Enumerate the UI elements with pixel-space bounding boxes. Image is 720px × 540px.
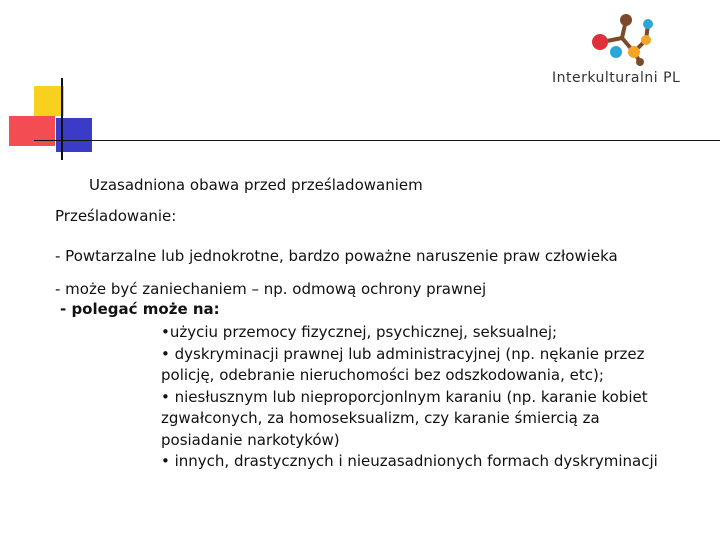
logo-text: Interkulturalni PL (552, 70, 681, 86)
persecution-label: Prześladowanie: (55, 207, 177, 225)
decor-yellow-square (34, 86, 64, 116)
list-item: • innych, drastycznych i nieuzasadnionych formach dyskryminacji (161, 452, 658, 470)
text-line-1: - Powtarzalne lub jednokrotne, bardzo poważne naruszenie praw człowieka (55, 247, 618, 265)
forms-list (161, 322, 661, 473)
decor-vertical-line (61, 78, 63, 160)
list-item: • niesłusznym lub nieproporcjonlnym karaniu (np. karanie kobiet zgwałconych, za homoseksualizm, czy karanie śmiercią za posiadanie narkotyków) (161, 387, 648, 449)
interkulturalni-logo (552, 8, 716, 92)
slide-title: Uzasadniona obawa przed prześladowaniem (89, 176, 423, 194)
decor-red-square (9, 116, 55, 146)
logo-mark-icon (588, 8, 668, 70)
text-line-2: - może być zaniechaniem – np. odmową ochrony prawnej (55, 280, 487, 298)
text-line-3: - polegać może na: (60, 300, 220, 318)
list-item: • dyskryminacji prawnej lub administracyjnej (np. nękanie przez policję, odebranie nieruchomości bez odszkodowania, etc); (161, 344, 645, 384)
decor-horizontal-line (34, 140, 720, 141)
list-item: •użyciu przemocy fizycznej, psychicznej, seksualnej; (161, 323, 558, 341)
